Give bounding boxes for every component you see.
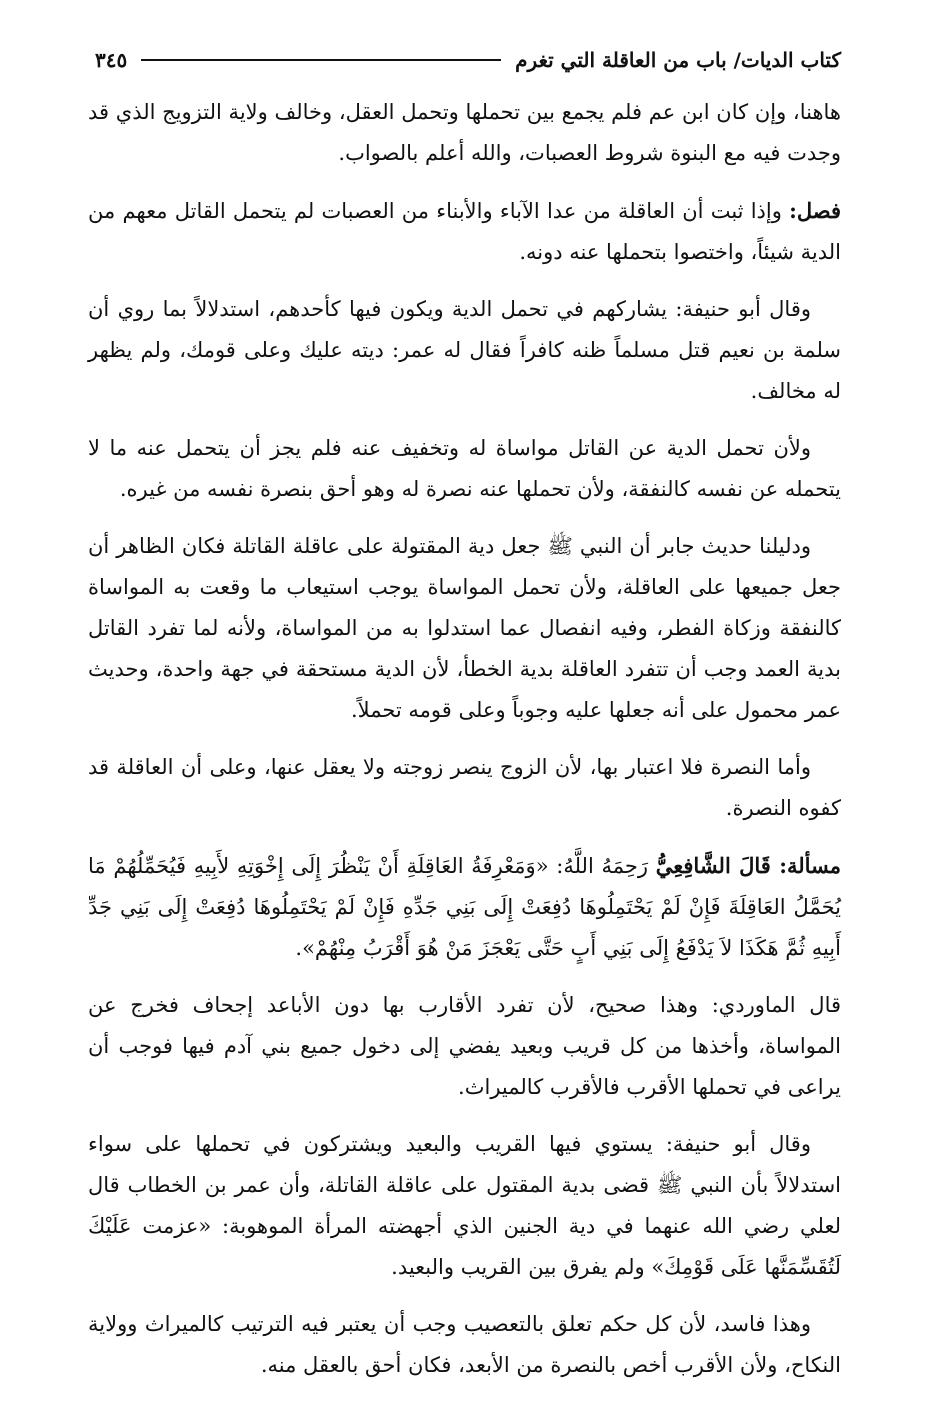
paragraph-text: ولأن تحمل الدية عن القاتل مواساة له وتخفيف عنه فلم يجز أن يتحمل عنه ما لا يتحمله عن نفسه كالنفقة، ولأن تحملها عنه نصرة له وهو أحق بنصرة نفسه من غيره. <box>88 436 841 501</box>
question-heading: مسألة: قَالَ الشَّافِعِيُّ <box>655 853 841 878</box>
paragraph <box>88 845 841 969</box>
paragraph-text: وقال أبو حنيفة: يستوي فيها القريب والبعيد ويشتركون في تحملها على سواء استدلالاً بأن النبي ﷺ قضى بدية المقتول على عاقلة القاتلة، وأن عمر بن الخطاب قال لعلي رضي الله عنهما في دية الجنين الذي أجهضته المرأة الموهوبة: «عزمت عَلَيْكَ لَتُقَسِّمَنَّها عَلَى قَوْمِكَ» ولم يفرق بين القريب والبعيد. <box>88 1132 841 1279</box>
paragraph <box>88 289 841 412</box>
page-number: ٣٤٥ <box>95 48 128 72</box>
paragraph <box>88 1304 841 1386</box>
paragraph-text: وإذا ثبت أن العاقلة من عدا الآباء والأبناء من العصبات لم يتحمل القاتل معهم من الدية شيئاً، واختصوا بتحملها عنه دونه. <box>88 199 841 264</box>
paragraph-text: وأما النصرة فلا اعتبار بها، لأن الزوج ينصر زوجته ولا يعقل عنها، وعلى أن العاقلة قد كفوه النصرة. <box>88 755 841 820</box>
header-rule <box>141 59 501 61</box>
paragraph-text: ودليلنا حديث جابر أن النبي ﷺ جعل دية المقتولة على عاقلة القاتلة فكان الظاهر أن جعل جميعها على العاقلة، ولأن تحمل المواساة يوجب استيعاب ما وقعت به المواساة كالنفقة وزكاة الفطر، وفيه انفصال عما استدلوا به من المواساة، ولأنه لما تفرد القاتل بدية العمد وجب أن تتفرد العاقلة بدية الخطأ، لأن الدية مستحقة في جهة واحدة، وحديث عمر محمول على أنه جعلها عليه وجوباً وعلى قومه تحملاً. <box>88 534 841 722</box>
paragraph-text: وقال أبو حنيفة: يشاركهم في تحمل الدية ويكون فيها كأحدهم، استدلالاً بما روي أن سلمة بن نعيم قتل مسلماً ظنه كافراً فقال له عمر: ديته عليك وعلى قومك، ولم يظهر له مخالف. <box>88 297 841 403</box>
paragraph <box>88 92 841 174</box>
paragraph <box>88 526 841 731</box>
paragraph-text: رَحِمَهُ اللَّهُ: «وَمَعْرِفَةُ العَاقِلَةِ أَنْ يَنْظُرَ إِلَى إِخْوَتِهِ لأَبِيهِ فَيُحَمِّلُهُمْ مَا يُحَمَّلُ العَاقِلَةَ فَإِنْ لَمْ يَحْتَمِلُوهَا دُفِعَتْ إِلَى بَنِي جَدِّهِ فَإِنْ لَمْ يَحْتَمِلُوهَا دُفِعَتْ إِلَى بَنِي جَدِّ أَبِيهِ ثُمَّ هَكَذَا لاَ يَدْفَعُ إِلَى بَنِي أَبٍ حَتَّى يَعْجَزَ مَنْ هُوَ أَقْرَبُ مِنْهُمْ». <box>88 854 841 960</box>
header-title: كتاب الديات/ باب من العاقلة التي تغرم <box>515 48 841 72</box>
paragraph-text: قال الماوردي: وهذا صحيح، لأن تفرد الأقارب بها دون الأباعد إجحاف فخرج عن المواساة، وأخذها من كل قريب وبعيد يفضي إلى دخول جميع بني آدم فيها فوجب أن يراعى في تحملها الأقرب فالأقرب كالميراث. <box>88 993 841 1099</box>
paragraph <box>88 747 841 829</box>
paragraph <box>88 985 841 1108</box>
running-header <box>95 48 841 72</box>
paragraph <box>88 190 841 273</box>
paragraph <box>88 428 841 510</box>
section-heading: فصل: <box>789 198 841 223</box>
paragraph-text: هاهنا، وإن كان ابن عم فلم يجمع بين تحملها وتحمل العقل، وخالف ولاية التزويج الذي قد وجدت فيه مع البنوة شروط العصبات، والله أعلم بالصواب. <box>88 100 841 165</box>
page-body <box>88 92 841 1402</box>
paragraph <box>88 1124 841 1288</box>
paragraph-text: وهذا فاسد، لأن كل حكم تعلق بالتعصيب وجب أن يعتبر فيه الترتيب كالميراث وولاية النكاح، ولأن الأقرب أخص بالنصرة من الأبعد، فكان أحق بالعقل منه. <box>88 1312 841 1377</box>
